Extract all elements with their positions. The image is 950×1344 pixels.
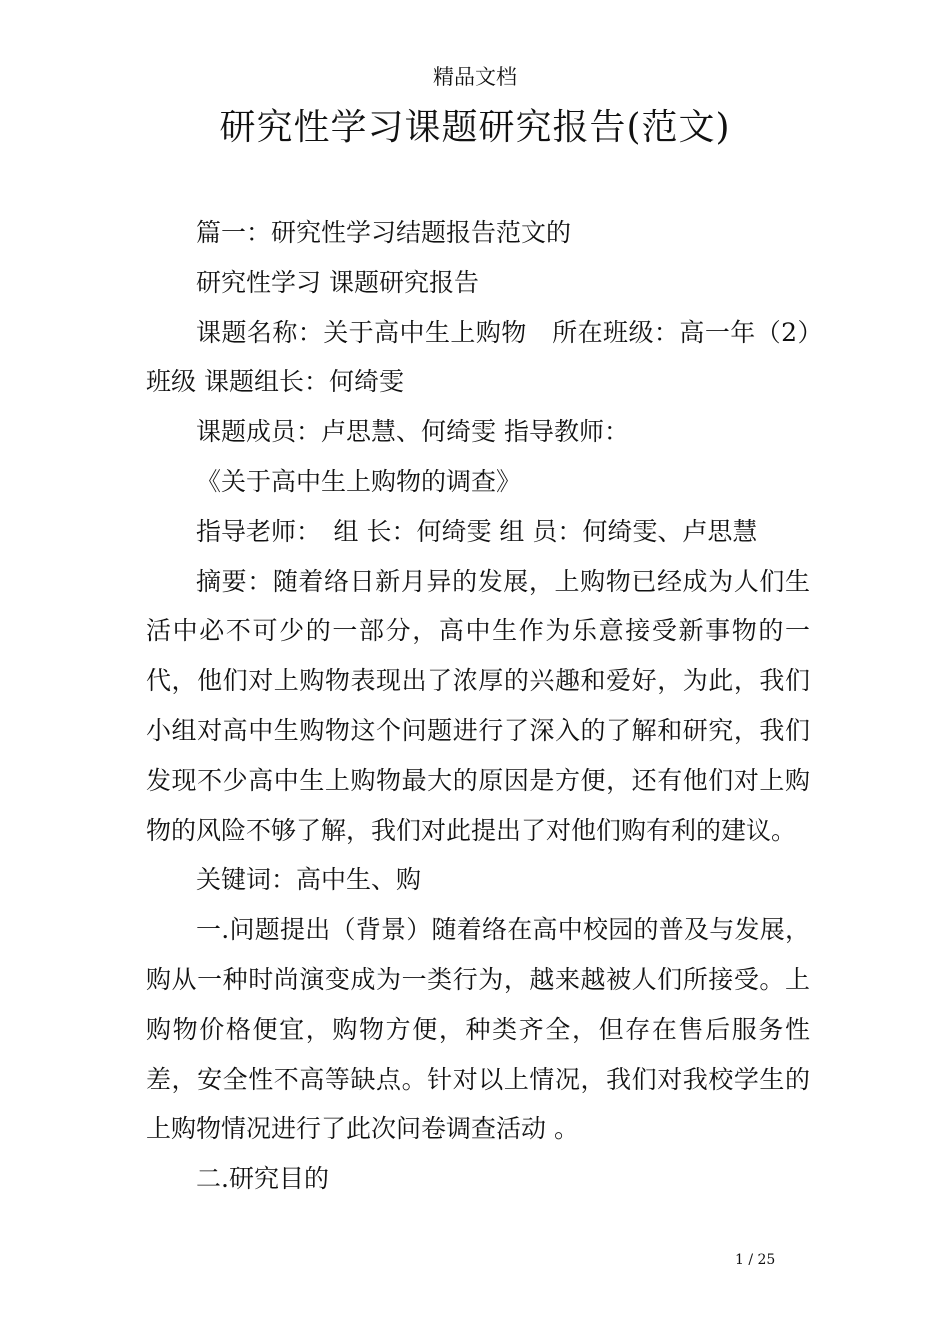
paragraph-survey-title: 《关于高中生上购物的调查》 bbox=[196, 466, 522, 496]
paragraph-advisors: 指导老师： 组 长：何绮雯 组 员：何绮雯、卢思慧 bbox=[196, 516, 758, 546]
paragraph-chapter: 篇一：研究性学习结题报告范文的 bbox=[196, 218, 572, 247]
page-header: 精品文档 bbox=[433, 65, 517, 89]
paragraph-keywords: 关键词：高中生、购 bbox=[196, 865, 422, 895]
paragraph-purpose: 二.研究目的 bbox=[196, 1164, 329, 1194]
paragraph-background: 一.问题提出（背景）随着络在高中校园的普及与发展，购从一种时尚演变成为一类行为，越来越被人们所接受。上购物价格便宜，购物方便，种类齐全，但存在售后服务性差，安全性不高等缺点。针对以上情况，我们对我校学生的上购物情况进行了此次问卷调查活动 。 bbox=[146, 915, 810, 1144]
document-body bbox=[146, 208, 810, 1204]
document-title: 研究性学习课题研究报告(范文) bbox=[219, 107, 731, 148]
paragraph-abstract: 摘要：随着络日新月异的发展，上购物已经成为人们生活中必不可少的一部分，高中生作为乐意接受新事物的一代，他们对上购物表现出了浓厚的兴趣和爱好，为此，我们小组对高中生购物这个问题进行了深入的了解和研究，我们发现不少高中生上购物最大的原因是方便，还有他们对上购物的风险不够了解，我们对此提出了对他们购有利的建议。 bbox=[146, 566, 810, 845]
page-number: 1 / 25 bbox=[735, 1252, 776, 1268]
paragraph-report-heading: 研究性学习 课题研究报告 bbox=[196, 267, 479, 297]
paragraph-topic-info: 课题名称：关于高中生上购物 所在班级：高一年（2）班级 课题组长：何绮雯 bbox=[146, 317, 810, 397]
paragraph-members: 课题成员：卢思慧、何绮雯 指导教师： bbox=[196, 417, 629, 447]
